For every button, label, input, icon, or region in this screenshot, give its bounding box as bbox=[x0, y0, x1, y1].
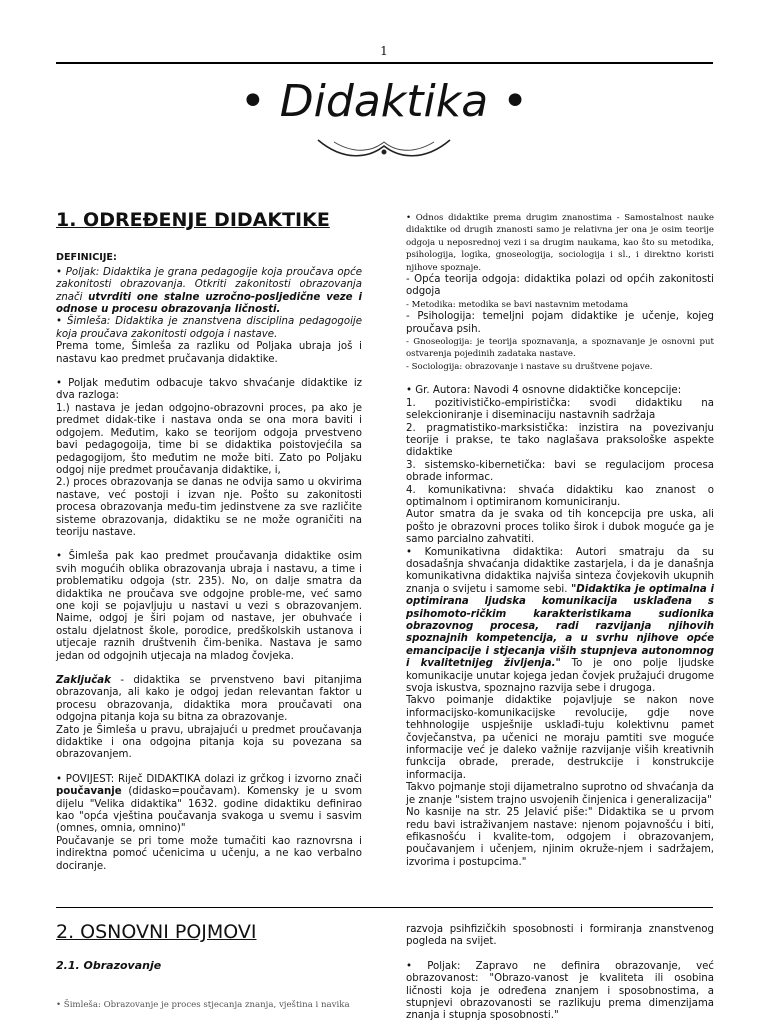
paragraph: - Psihologija: temeljni pojam didaktike je učenje, kojeg proučava psih. bbox=[406, 311, 714, 335]
flourish-ornament bbox=[314, 132, 454, 160]
history-text-c: (didasko=poučavam). Komensky je u svom dijelu "Velika didaktika" 1632. godine didaktiku definirao kao "opća vještina poučavanja svakoga u svemu i sasvim (omnes, omnia, omnino)" bbox=[56, 786, 362, 835]
communicative-definition: "Didaktika je optimalna i optimirana ljudska komunikacija usklađena s psihomoto-ričkim karakteristikama sudionika obrazovnog procesa, radi razvijanja njihovih spoznajnih kompetencija, a u svrhu njihove opće emancipacije i stjecanja viših stupnjeva autonomnog i kvalitetnijeg življenja." bbox=[406, 583, 715, 670]
list-item: 3. sistemsko-kibernetička: bavi se regulacijom procesa obrade informac. bbox=[406, 459, 714, 484]
paragraph: - Opća teorija odgoja: didaktika polazi od općih zakonitosti odgoja bbox=[406, 274, 714, 298]
section2-left-column bbox=[56, 922, 362, 1011]
section2-right-column bbox=[406, 924, 714, 1023]
paragraph: - Metodika: metodika se bavi nastavnim metodama bbox=[406, 299, 629, 310]
conclusion-text: - didaktika se prvenstveno bavi pitanjima obrazovanja, ali kako je odgoj jedan relevantan faktor u procesu obrazovanja, didaktika mora proučavati ona odgojna pitanja koja su bitna za obrazovanje. bbox=[56, 675, 362, 724]
poljak-definition-emphasis: utvrditi one stalne uzročno-posljedične veze i odnose u procesu obrazovanja ličnosti. bbox=[56, 291, 362, 316]
poljak-definition-text: • Poljak: Didaktika je grana pedagogije koja proučava opće zakonitosti obrazovanja. Otkriti zakonitosti obrazovanja znači bbox=[56, 266, 362, 303]
simlesa-definition bbox=[56, 316, 362, 341]
paragraph: Takvo pojmanje stoji dijametralno suprotno od shvaćanja da je znanje "sistem trajno usvojenih činjenica i generalizacija" bbox=[406, 782, 714, 806]
simlesa-definition-text: • Šimleša: Didaktika je znanstvena disciplina pedagogoije koja proučava zakonitosti odgoja i nastave. bbox=[56, 316, 362, 340]
communicative-text-c: To je ono polje ljudske komunikacije unutar kojega jedan čovjek pružajući drugome svoja iskustva, spoznajno razvija sebe i drugoga. bbox=[406, 658, 714, 695]
top-rule bbox=[56, 62, 713, 64]
paragraph: • Odnos didaktike prema drugim znanostima - Samostalnost nauke didaktike od drugih znanosti samo je relativna jer ona je osim teorije odgoja u neposrednoj vezi i sa drugim naukama, kao što su metodika, psihologija, logika, gnoseologija, sociologija i sl., i direktno koristi njihove spoznaje. bbox=[406, 213, 714, 273]
paragraph: 2.) proces obrazovanja se danas ne odvija samo u okvirima nastave, već postoji i izvan nje. Pošto su zakonitosti procesa obrazovanja među-tim jedinstvene za sve različite sisteme obrazovanja, didaktiku se ne može ograničiti na teoriju nastave. bbox=[56, 477, 362, 538]
paragraph: Takvo poimanje didaktike pojavljuje se nakon nove informacijsko-komunikacijske revolucije, gdje nove tehhnologije uspješnije usklađi-tuju kolektivnu pamet čovječanstva, pa učenici ne moraju pamtiti sve moguće informacije već je daleko važnije razvijanje viših kreativnih funkcija obrade, prerade, destrukcije i konstrukcije informacija. bbox=[406, 695, 714, 781]
paragraph: razvoja psihfizičkih sposobnosti i formiranja znanstvenog pogleda na svijet. bbox=[406, 924, 714, 948]
right-column bbox=[406, 212, 714, 869]
paragraph: Autor smatra da je svaka od tih koncepcija pre uska, ali pošto je obrazovni proces toliko širok i dubok moguće ga je samo parcialno zahvatiti. bbox=[406, 509, 714, 546]
page-number: 1 bbox=[380, 44, 388, 58]
subsection-heading: 2.1. Obrazovanje bbox=[56, 959, 162, 973]
page-title: • Didaktika • bbox=[239, 76, 529, 127]
conclusion-paragraph bbox=[56, 675, 362, 725]
paragraph: - Gnoseologija: je teorija spoznavanja, a spoznavanje je osnovni put ostvarenja pojedinih zadataka nastave. bbox=[406, 337, 714, 360]
history-emphasis: poučavanje bbox=[56, 786, 122, 798]
conclusion-label: Zaključak bbox=[56, 675, 111, 686]
list-item: 2. pragmatistiko-marksistička: inzistira na povezivanju teorije i prakse, te tako naglašava praksološke aspekte didaktike bbox=[406, 422, 714, 459]
communicative-text-a: • Komunikativna didaktika: Autori smatraju da su dosadašnja shvaćanja didaktike zastarjela, i da je današnja komunikativna didaktika najviša sinteza čovjekovih ukupnih znanja o svijetu i samome sebi. bbox=[406, 546, 714, 595]
paragraph: • Poljak: Zapravo ne definira obrazovanje, već obrazovanost: "Obrazo-vanost je kvaliteta ili osobina ličnosti koja je određena znanjem i sposobnostima, a stupnjevi obrazovanosti se razlikuju prema dimenzijama znanja i stupnja sposobnosti." bbox=[406, 960, 714, 1022]
history-text-a: • POVIJEST: Riječ DIDAKTIKA dolazi iz grčkog i izvorno znači bbox=[56, 773, 362, 785]
history-paragraph bbox=[56, 774, 362, 836]
poljak-definition bbox=[56, 267, 362, 317]
paragraph: Prema tome, Šimleša za razliku od Poljaka ubraja još i nastavu kao predmet pručavanja didaktike. bbox=[56, 341, 362, 365]
list-item: 1. pozitivističko-empiristička: svodi didaktiku na selekcioniranje i diseminaciju nastavnih sadržaja bbox=[406, 397, 714, 422]
left-column bbox=[56, 209, 362, 873]
section-divider bbox=[56, 907, 713, 908]
paragraph: Zato je Šimleša u pravu, ubrajajući u predmet proučavanja didaktike i ona odgojna pitanja koja su povezana sa obrazovanjem. bbox=[56, 724, 362, 761]
paragraph: • Šimleša pak kao predmet proučavanja didaktike osim svih mogućih oblika obrazovanja ubraja i nastavu, a time i problematiku odgoja (str. 235). No, on dalje smatra da didaktika ne proučava sve odgojne proble-me, već samo one koji se pojavljuju u nastavi u vezi s obrazovanjem. Naime, odgoj je širi pojam od nastave, jer obuhvaće i ostalu djelatnost škole, porodice, predškolskih ustanova i utjecaje raznih društvenih čim-benika. Nastava je samo jedan od odgojnih utjecaja na mladog čovjeka. bbox=[56, 551, 362, 662]
paragraph: • Šimleša: Obrazovanje je proces stjecanja znanja, vještina i navika bbox=[56, 999, 350, 1010]
communicative-paragraph bbox=[406, 547, 714, 696]
paragraph: No kasnije na str. 25 Jelavić piše:" Didaktika se u prvom redu bavi istraživanjem nastave: njenom pojavnošću i biti, efikasnošću i kvalite-tom, odgojem i obrazovanjem, poučavanjem i učenjem, njinim okruže-njem i sadržajem, izvorima i postupcima." bbox=[406, 807, 714, 868]
paragraph: Poučavanje se pri tome može tumačiti kao raznovrsna i indirektna pomoć učenicima u učenju, a ne kao verbalno dociranje. bbox=[56, 835, 362, 872]
section-heading-2: 2. OSNOVNI POJMOVI bbox=[56, 921, 257, 943]
section-heading-1: 1. ODREĐENJE DIDAKTIKE bbox=[56, 209, 330, 231]
paragraph: • Gr. Autora: Navodi 4 osnovne didaktičke koncepcije: bbox=[406, 385, 682, 397]
definitions-label: DEFINICIJE: bbox=[56, 252, 117, 264]
paragraph: - Sociologija: obrazovanje i nastave su društvene pojave. bbox=[406, 361, 653, 372]
paragraph: • Poljak međutim odbacuje takvo shvaćanje didaktike iz dva razloga: bbox=[56, 378, 362, 402]
list-item: 4. komunikativna: shvaća didaktiku kao znanost o optimalnom i optimiranom komuniciranju. bbox=[406, 484, 714, 508]
paragraph: 1.) nastava je jedan odgojno-obrazovni proces, pa ako je predmet didak-tike i nastava onda se ona mora baviti i odgojem. Međutim, kako se teorijom odgoja prvestveno bavi pedagogoija, time bi se didaktika poistovjećila sa pedagogijom, što međutim ne može biti. Zato po Poljaku odgoj nije predmet proučavanja didaktike, i, bbox=[56, 402, 362, 476]
